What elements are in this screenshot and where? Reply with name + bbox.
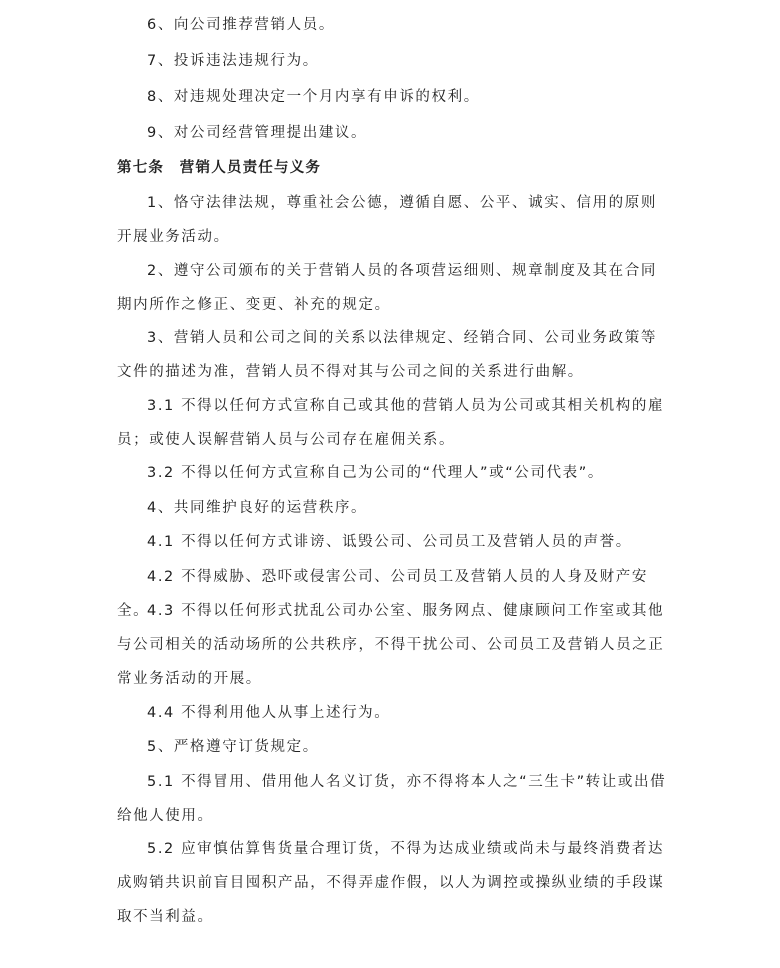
paragraph-item-8: 8、对违规处理决定一个月内享有申诉的权利。 <box>147 89 480 105</box>
paragraph-item-7: 7、投诉违法违规行为。 <box>147 53 319 69</box>
paragraph-duty-1: 1、恪守法律法规，尊重社会公德，遵循自愿、公平、诚实、信用的原则开展业务活动。 <box>117 195 657 245</box>
paragraph-duty-5-2: 5.2 应审慎估算售货量合理订货，不得为达成业绩或尚未与最终消费者达成购销共识前盲目囤积产品，不得弄虚作假，以人为调控或操纵业绩的手段谋取不当利益。 <box>117 841 665 925</box>
section-heading-article-7: 第七条 营销人员责任与义务 <box>117 160 322 176</box>
paragraph-duty-5: 5、严格遵守订货规定。 <box>147 739 319 755</box>
paragraph-duty-4-3: 4.3 不得以任何形式扰乱公司办公室、服务网点、健康顾问工作室或其他与公司相关的活动场所的公共秩序，不得干扰公司、公司员工及营销人员之正常业务活动的开展。 <box>117 603 665 687</box>
paragraph-duty-2: 2、遵守公司颁布的关于营销人员的各项营运细则、规章制度及其在合同期内所作之修正、变更、补充的规定。 <box>117 263 657 313</box>
paragraph-item-9: 9、对公司经营管理提出建议。 <box>147 125 368 141</box>
paragraph-duty-4-2: 4.2 不得威胁、恐吓或侵害公司、公司员工及营销人员的人身及财产安全。 <box>117 569 648 619</box>
paragraph-duty-5-1: 5.1 不得冒用、借用他人名义订货，亦不得将本人之“三生卡”转让或出借给他人使用。 <box>117 774 667 824</box>
paragraph-duty-4: 4、共同维护良好的运营秩序。 <box>147 500 368 516</box>
paragraph-duty-4-1: 4.1 不得以任何方式诽谤、诋毁公司、公司员工及营销人员的声誉。 <box>147 534 632 550</box>
paragraph-item-6: 6、向公司推荐营销人员。 <box>147 17 335 33</box>
paragraph-duty-3-1: 3.1 不得以任何方式宣称自己或其他的营销人员为公司或其相关机构的雇员；或使人误解营销人员与公司存在雇佣关系。 <box>117 398 665 448</box>
paragraph-duty-3: 3、营销人员和公司之间的关系以法律规定、经销合同、公司业务政策等文件的描述为准，营销人员不得对其与公司之间的关系进行曲解。 <box>117 330 657 380</box>
paragraph-duty-3-2: 3.2 不得以任何方式宣称自己为公司的“代理人”或“公司代表”。 <box>147 465 604 481</box>
paragraph-duty-4-4: 4.4 不得利用他人从事上述行为。 <box>147 705 391 721</box>
